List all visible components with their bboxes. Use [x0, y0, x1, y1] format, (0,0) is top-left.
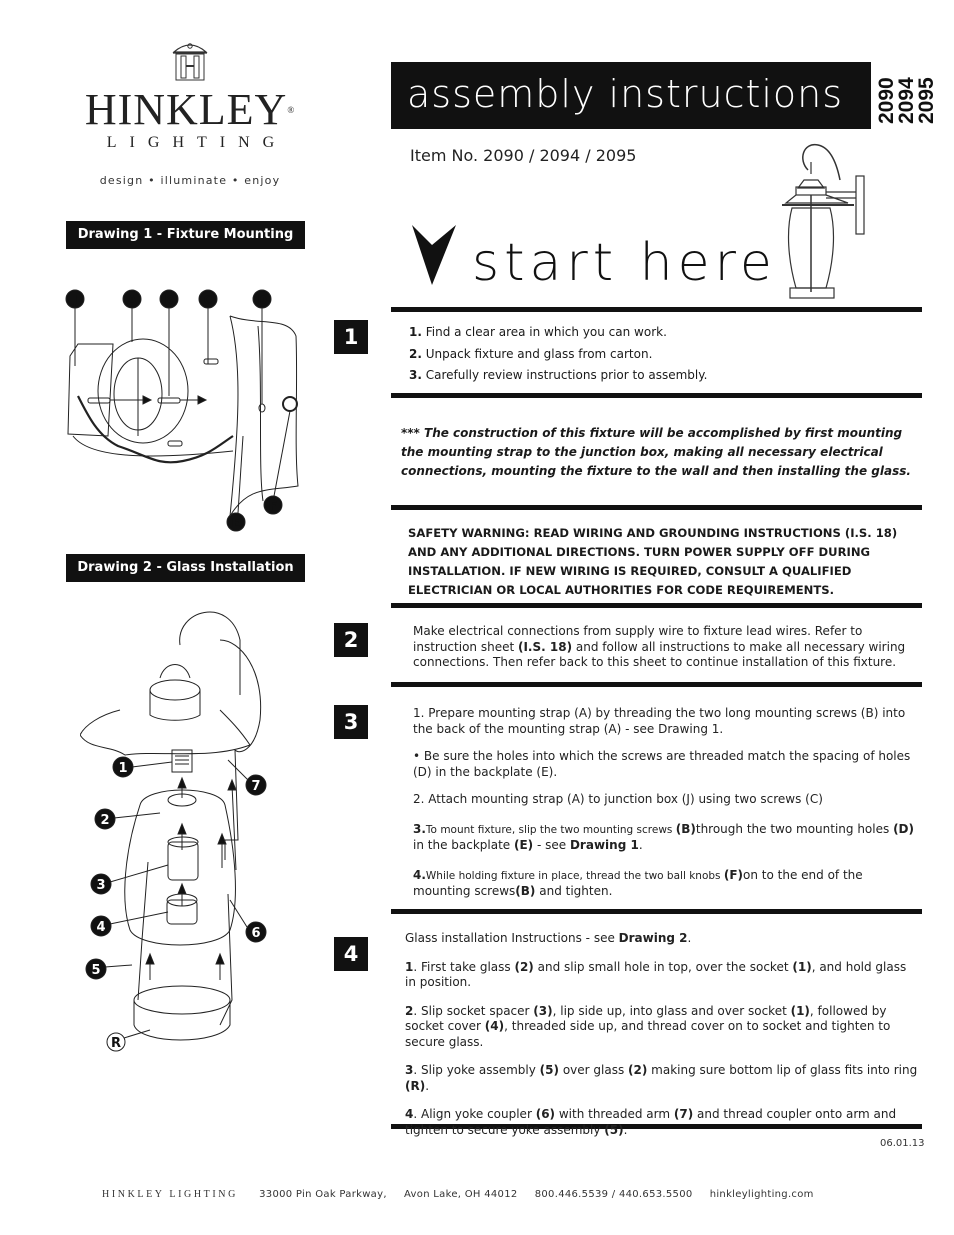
step-3-para: 4.While holding fixture in place, thread the two ball knobs (F)on to the end of the mounting screws(B) and tighten. — [413, 867, 863, 898]
footer-address: 33000 Pin Oak Parkway, — [259, 1189, 387, 1200]
svg-text:D: D — [257, 293, 267, 307]
svg-text:7: 7 — [251, 779, 261, 794]
step-3-para: 3.To mount fixture, slip the two mounting screws (B)through the two mounting holes (D) in the backplate (E) - see Drawing 1. — [413, 821, 914, 852]
model-number: 2090 — [875, 77, 898, 124]
hinkley-logo — [70, 40, 310, 187]
page-title: assembly instructions — [391, 62, 871, 129]
list-item: 1. Find a clear area in which you can work. — [409, 325, 667, 339]
drawing-2-label: Drawing 2 - Glass Installation — [66, 554, 305, 582]
footer-website-link[interactable]: hinkleylighting.com — [709, 1189, 814, 1200]
revision-date: 06.01.13 — [880, 1138, 925, 1149]
step-1-list — [409, 322, 707, 387]
svg-text:A: A — [127, 293, 137, 307]
divider — [391, 393, 922, 398]
divider — [391, 682, 922, 687]
logo-name: HINKLEY® — [84, 85, 296, 134]
svg-text:4: 4 — [96, 920, 106, 935]
divider — [391, 505, 922, 510]
svg-text:2: 2 — [100, 813, 110, 828]
footer — [102, 1189, 828, 1200]
step-3-text — [413, 706, 923, 912]
step-2-text: Make electrical connections from supply wire to fixture lead wires. Refer to instruction sheet (I.S. 18) and follow all instructions to make all necessary wiring connections. Then refer back to this sheet to continue installation of this fixture. — [413, 624, 906, 669]
start-here-heading — [412, 225, 777, 293]
svg-text:5: 5 — [91, 963, 101, 978]
model-number: 2095 — [915, 77, 938, 124]
list-item: 2. Unpack fixture and glass from carton. — [409, 346, 653, 361]
step-4-intro: Glass installation Instructions - see Drawing 2. — [405, 931, 692, 945]
step-3-para: 1. Prepare mounting strap (A) by threading the two long mounting screws (B) into the back of the mounting strap (A) - see Drawing 1. — [413, 706, 906, 736]
step-4-para: 3. Slip yoke assembly (5) over glass (2) making sure bottom lip of glass fits into ring (R). — [405, 1063, 918, 1093]
drawing-1-label: Drawing 1 - Fixture Mounting — [66, 221, 305, 249]
svg-text:F: F — [268, 499, 278, 513]
model-number: 2094 — [895, 77, 918, 124]
svg-text:E: E — [231, 516, 241, 530]
svg-text:C: C — [203, 293, 213, 307]
divider — [391, 307, 922, 312]
item-number: Item No. 2090 / 2094 / 2095 — [410, 146, 637, 165]
step-3-para: • Be sure the holes into which the screws are threaded match the spacing of holes (D) in the backplate (E). — [413, 749, 911, 779]
lantern-fixture-illustration — [778, 140, 868, 300]
logo-subtitle: LIGHTING — [106, 134, 288, 151]
svg-text:R: R — [110, 1036, 122, 1051]
step-4-text — [405, 931, 920, 1151]
step-3-para: 2. Attach mounting strap (A) to junction box (J) using two screws (C) — [413, 792, 823, 806]
step-4-para: 1. First take glass (2) and slip small hole in top, over the socket (1), and hold glass in position. — [405, 959, 907, 989]
list-item: 3. Carefully review instructions prior to assembly. — [409, 368, 708, 382]
svg-text:J: J — [72, 293, 78, 307]
svg-text:B: B — [164, 293, 174, 307]
step-2-badge: 2 — [334, 623, 368, 657]
fixture-mounting-diagram — [58, 286, 318, 536]
model-numbers — [872, 66, 942, 126]
step-4-badge: 4 — [334, 937, 368, 971]
logo-tagline: design • illuminate • enjoy — [99, 174, 281, 187]
pavilion-logo-icon — [170, 40, 210, 82]
svg-text:1: 1 — [118, 761, 128, 776]
svg-text:6: 6 — [251, 926, 261, 941]
step-3-badge: 3 — [334, 705, 368, 739]
footer-brand: HINKLEY LIGHTING — [102, 1189, 238, 1200]
construction-note: *** The construction of this fixture will be accomplished by first mounting the mounting strap to the junction box, making all necessary electrical connections, mounting the fixture to the wall and then installing the glass. — [401, 426, 911, 478]
divider — [391, 603, 922, 608]
start-here-text: start here — [472, 233, 777, 293]
svg-text:3: 3 — [96, 878, 106, 893]
safety-warning: SAFETY WARNING: READ WIRING AND GROUNDING INSTRUCTIONS (I.S. 18) AND ANY ADDITIONAL DIRECTIONS. TURN POWER SUPPLY OFF DURING INSTALLATION. IF NEW WIRING IS REQUIRED, CONSULT A QUALIFIED ELECTRICIAN OR LOCAL AUTHORITIES FOR CODE REQUIREMENTS. — [408, 526, 898, 597]
step-4-para: 2. Slip socket spacer (3), lip side up, into glass and over socket (1), followed by socket cover (4), threaded side up, and thread cover on to socket and tighten to secure glass. — [405, 1003, 891, 1049]
step-1-badge: 1 — [334, 320, 368, 354]
arrow-down-icon — [412, 225, 458, 285]
glass-installation-diagram — [80, 600, 300, 1060]
footer-phone: 800.446.5539 / 440.653.5500 — [534, 1189, 693, 1200]
step-4-para: 4. Align yoke coupler (6) with threaded arm (7) and thread coupler onto arm and tighten to secure yoke assembly (5). — [405, 1107, 897, 1137]
footer-city: Avon Lake, OH 44012 — [404, 1189, 518, 1200]
